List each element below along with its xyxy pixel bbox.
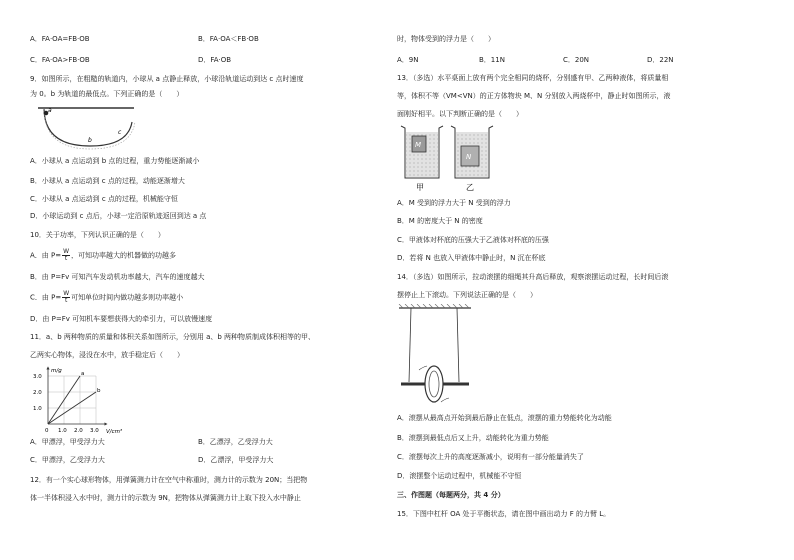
q9-option-b: B．小球从 a 点运动到 c 点的过程，动能逐渐增大 <box>30 177 185 185</box>
q10-option-c: C．由 P= $\frac{W}{t}$ 可知单位时间内做功越多则功率越小 <box>30 290 184 304</box>
q14-option-a: A．滚摆从最高点开始到最后静止在低点，滚摆的重力势能转化为动能 <box>397 414 612 422</box>
x-tick: 0 <box>45 428 49 434</box>
q11-mass-volume-graph <box>30 364 130 436</box>
q9-stem-line2: 为 0。b 为轨道的最低点。下列正确的是（ ） <box>30 90 184 98</box>
line-b-label: b <box>97 388 101 394</box>
label-yi: 乙 <box>466 183 474 192</box>
x-tick: 1.0 <box>58 428 67 434</box>
label-c: c <box>118 129 122 136</box>
q9-option-d: D．小球运动到 c 点后，小球一定沿原轨迹返回到达 a 点 <box>30 212 207 220</box>
y-tick: 1.0 <box>33 406 42 412</box>
y-tick: 2.0 <box>33 390 42 396</box>
q14-maxwell-wheel-figure <box>397 304 477 410</box>
section-3-heading: 三、作图题（每题两分，共 4 分） <box>397 491 505 499</box>
q14-option-c: C．滚摆每次上升的高度逐渐减小，说明有一部分能量消失了 <box>397 453 584 461</box>
q9-option-a: A．小球从 a 点运动到 b 点的过程，重力势能逐渐减小 <box>30 157 200 165</box>
q13-option-d: D．若将 N 也放入甲液体中静止时，N 沉在杯底 <box>397 254 546 262</box>
beaker-yi <box>451 126 493 178</box>
q11-option-b: B．乙漂浮，乙受浮力大 <box>198 438 273 446</box>
rotation-arrow-icon <box>419 366 427 370</box>
q10-option-b: B．由 P=Fv 可知汽车发动机功率越大，汽车的速度越大 <box>30 273 205 281</box>
q13-option-b: B．M 的密度大于 N 的密度 <box>397 217 483 225</box>
beaker-jia <box>401 126 443 178</box>
q11-option-d: D．乙漂浮，甲受浮力大 <box>198 456 274 464</box>
q15-stem: 15．下图中杠杆 OA 处于平衡状态，请在图中画出动力 F 的力臂 L。 <box>397 510 611 518</box>
fraction-w-over-t: $\frac{W}{t}$ <box>63 248 70 262</box>
line-a-label: a <box>81 371 85 377</box>
q13-stem-line3: 面刚好相平。以下判断正确的是（ ） <box>397 110 523 118</box>
q12-stem-line1: 12．有一个实心球形物体，用弹簧测力计在空气中称重时，测力计的示数为 20N；当把物 <box>30 476 308 484</box>
q14-option-d: D．滚摆整个运动过程中，机械能不守恒 <box>397 472 522 480</box>
q8-option-a: A．FA·OA=FB·OB <box>30 35 90 43</box>
q11-option-a: A．甲漂浮，甲受浮力大 <box>30 438 105 446</box>
q8-option-d: D．FA·OB <box>198 56 232 64</box>
graph-grid <box>48 376 96 424</box>
q10-option-a: A．由 P= $\frac{W}{t}$ ，可知功率越大的机器做的功越多 <box>30 248 177 262</box>
q13-stem-line1: 13．（多选）水平桌面上放有两个完全相同的烧杯，分别盛有甲、乙两种液体，将质量相 <box>397 74 669 82</box>
q12-stem-cont: 时，物体受到的浮力是（ ） <box>397 35 495 43</box>
q12-option-b: B．11N <box>479 56 505 64</box>
q8-option-b: B．FA·OA＜FB·OB <box>198 35 259 43</box>
label-m: M <box>415 141 422 149</box>
left-column <box>30 0 400 560</box>
q14-option-b: B．滚摆到最低点后又上升，动能转化为重力势能 <box>397 434 549 442</box>
q11-stem-line1: 11．a、b 两种物质的质量和体积关系如图所示，分别用 a、b 两种物质制成体积相等的甲、 <box>30 333 316 341</box>
q11-stem-line2: 乙两实心物体，浸没在水中，放手稳定后（ ） <box>30 351 184 359</box>
q14-stem-line1: 14．（多选）如图所示，拉动滚摆的细绳其升高后释放，观察滚摆运动过程，长时间后滚 <box>397 273 669 281</box>
label-a: a <box>48 107 52 114</box>
q12-option-c: C．20N <box>563 56 590 64</box>
q9-track-figure <box>36 104 136 152</box>
y-tick: 3.0 <box>33 374 42 380</box>
q13-option-a: A．M 受到的浮力大于 N 受到的浮力 <box>397 199 511 207</box>
right-column <box>397 0 767 560</box>
string-left <box>409 308 411 382</box>
y-axis-label: m/g <box>51 368 62 374</box>
x-axis-label: V/cm³ <box>106 429 123 435</box>
string-right <box>457 308 459 382</box>
q10-option-d: D．由 P=Fv 可知机车要想获得大的牵引力，可以放慢速度 <box>30 315 213 323</box>
label-n: N <box>466 153 472 161</box>
q10-stem: 10．关于功率，下列认识正确的是（ ） <box>30 231 165 239</box>
ceiling-hatching <box>399 304 469 308</box>
q13-stem-line2: 等，体积不等（VM<VN）的正方体物块 M、N 分别放入两烧杯中，静止时如图所示，液 <box>397 92 671 100</box>
x-tick: 2.0 <box>74 428 83 434</box>
q8-option-c: C．FA·OA>FB·OB <box>30 56 90 64</box>
q11-option-c: C．甲漂浮，乙受浮力大 <box>30 456 105 464</box>
q13-beakers-figure <box>397 122 507 194</box>
q9-stem-line1: 9．如图所示，在粗糙的轨道内，小球从 a 点静止释放，小球沿轨道运动到达 c 点时速度 <box>30 75 304 83</box>
q9-option-c: C．小球从 a 点运动到 c 点的过程，机械能守恒 <box>30 195 178 203</box>
label-b: b <box>88 137 92 144</box>
q13-option-c: C．甲液体对杯底的压强大于乙液体对杯底的压强 <box>397 236 549 244</box>
q12-stem-line2: 体一半体积浸入水中时，测力计的示数为 9N，把物体从弹簧测力计上取下投入水中静止 <box>30 494 301 502</box>
q12-option-d: D．22N <box>647 56 674 64</box>
fraction-w-over-t: $\frac{W}{t}$ <box>63 290 70 304</box>
x-tick: 3.0 <box>90 428 99 434</box>
label-jia: 甲 <box>416 183 424 192</box>
q12-option-a: A．9N <box>397 56 419 64</box>
q14-stem-line2: 摆停止上下滚动。下列说法正确的是（ ） <box>397 291 537 299</box>
